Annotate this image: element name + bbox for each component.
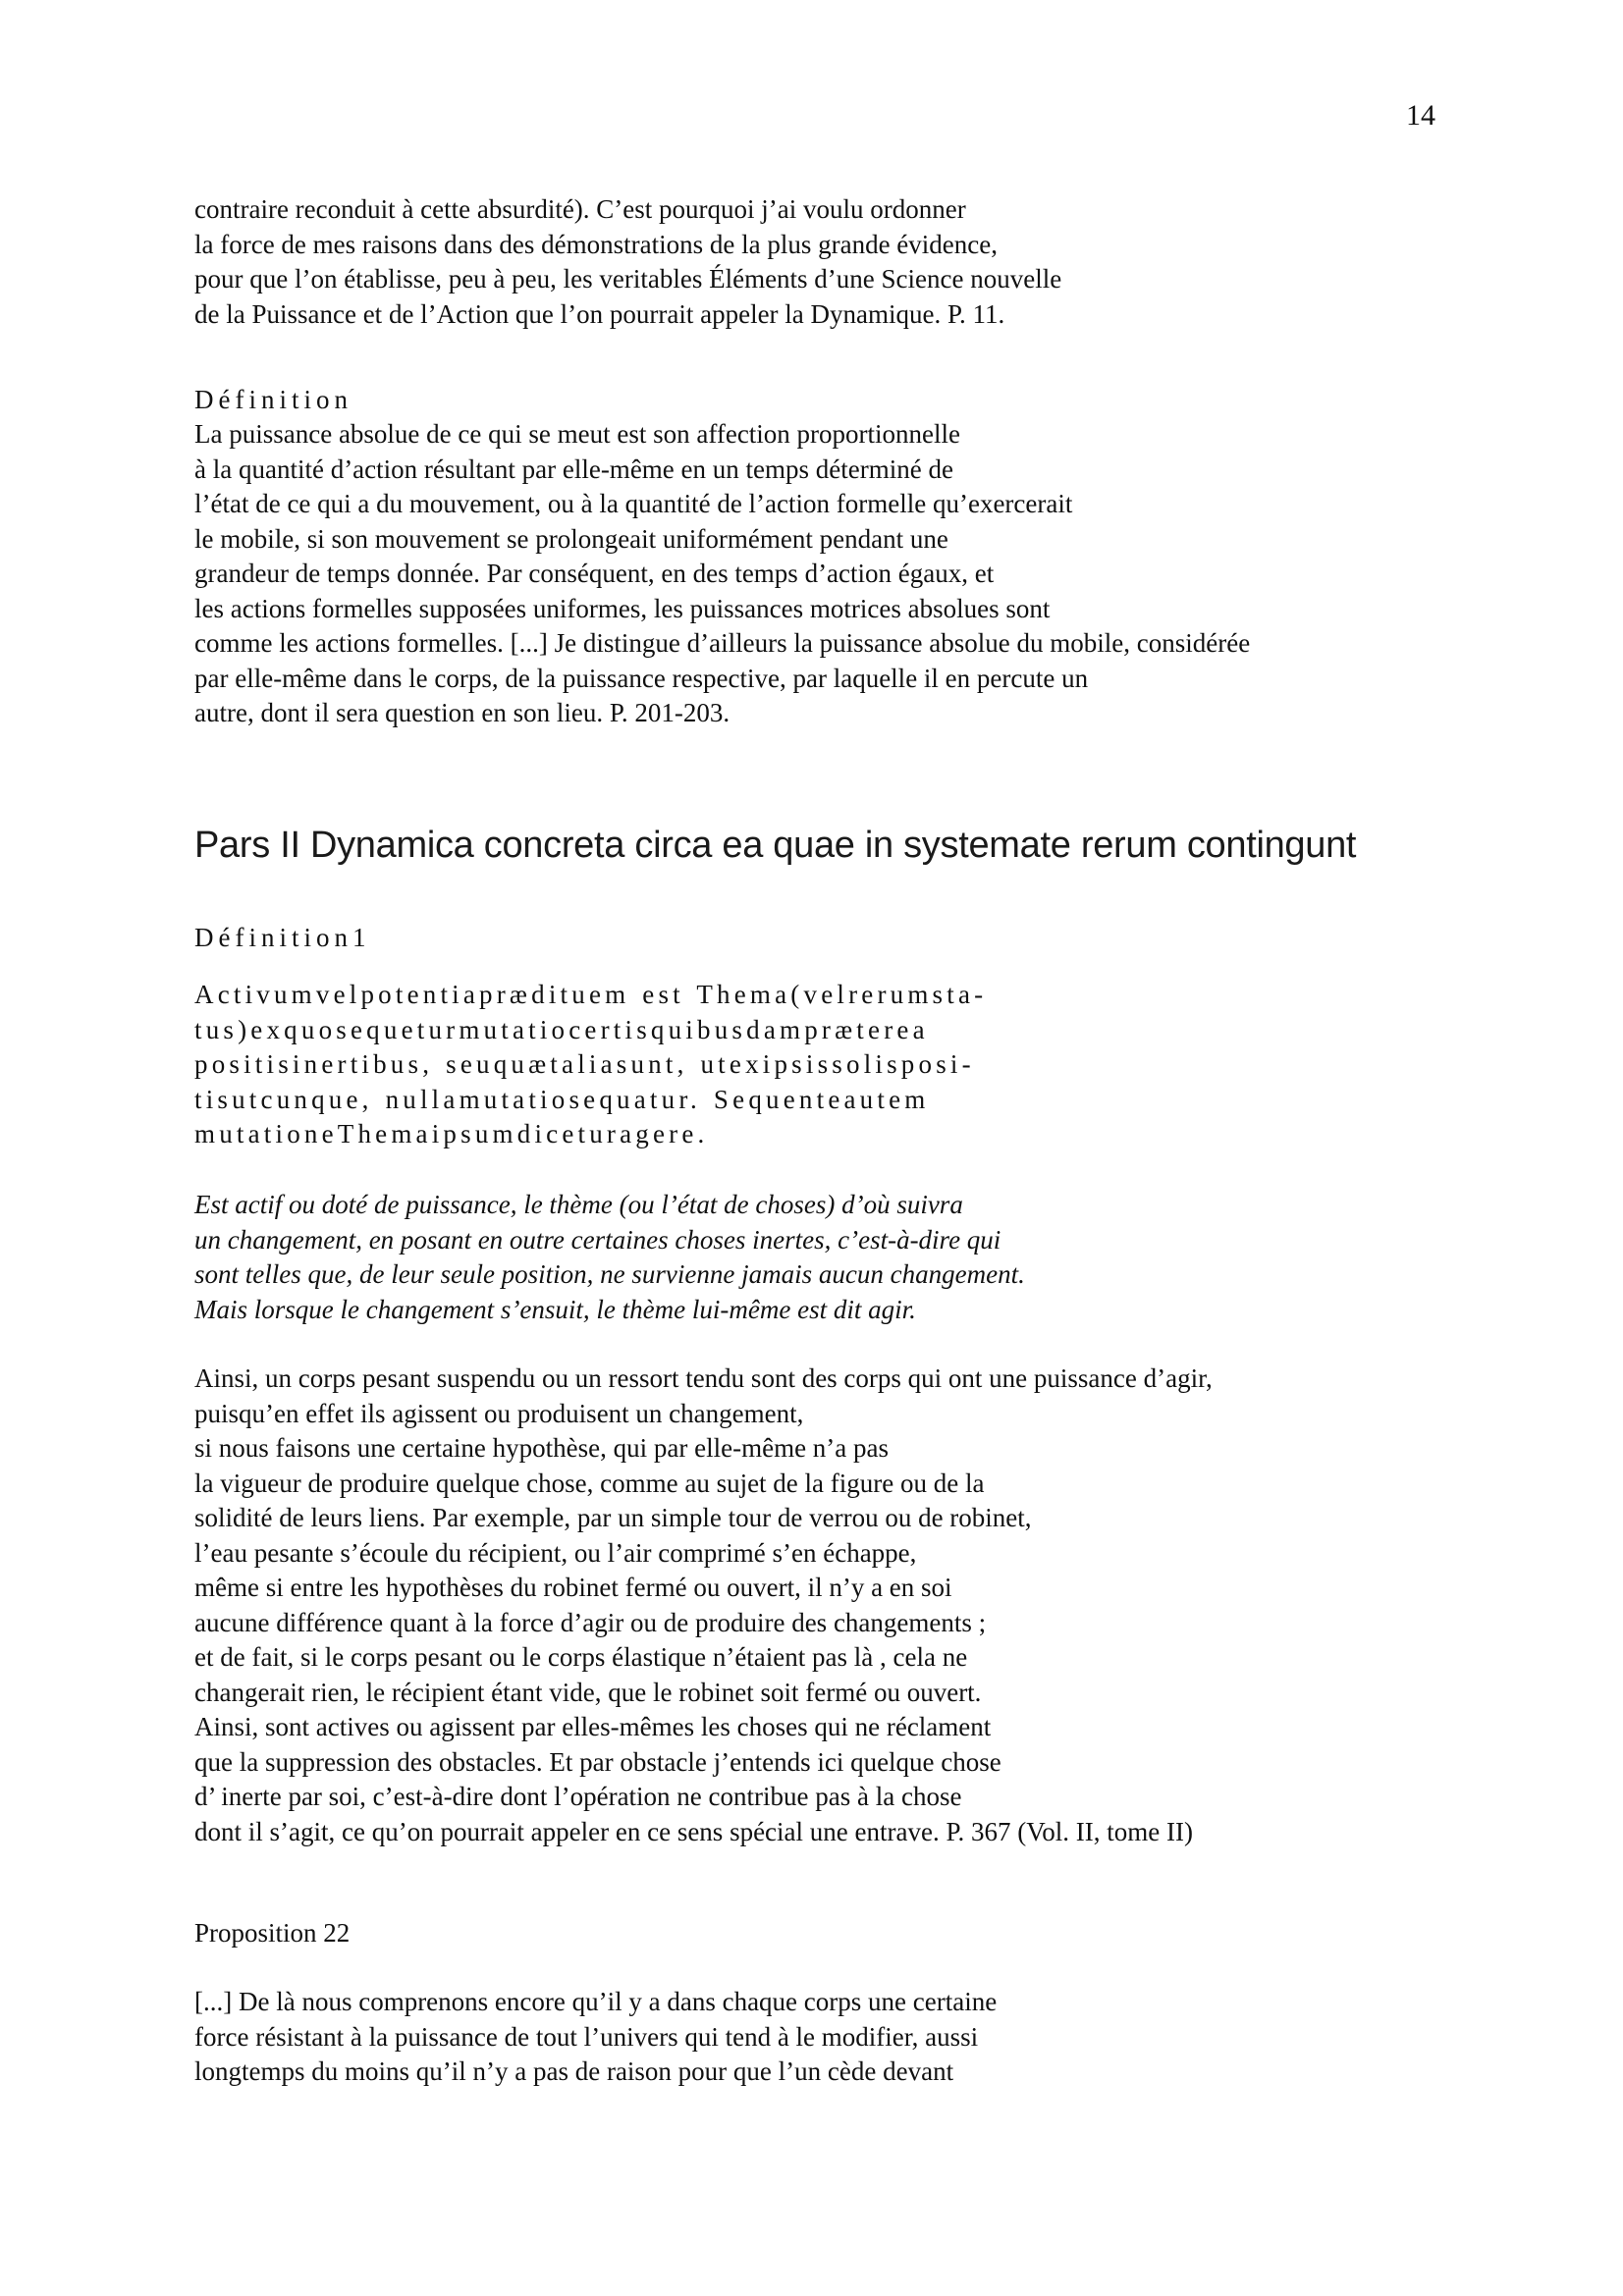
text-line: de la Puissance et de l’Action que l’on pourrait appeler la Dynamique. P. 11. (194, 298, 1005, 329)
intro-paragraph (194, 192, 1500, 332)
text-line: force résistant à la puissance de tout l’univers qui tend à le modifier, aussi (194, 2021, 979, 2052)
definition-paragraph (194, 417, 1500, 731)
text-line: tisutcunque, nullamutatiosequatur. Sequenteautem (194, 1084, 930, 1114)
text-line: grandeur de temps donnée. Par conséquent, en des temps d’action égaux, et (194, 559, 995, 588)
text-line: longtemps du moins qu’il n’y a pas de raison pour que l’un cède devant (194, 2056, 954, 2086)
text-line: tus)exquosequeturmutatiocertisquibusdampræterea (194, 1014, 929, 1044)
text-line: Ainsi, un corps pesant suspendu ou un ressort tendu sont des corps qui ont une puissance d’agir, (194, 1363, 1213, 1393)
text-line: l’eau pesante s’écoule du récipient, ou l’air comprimé s’en échappe, (194, 1537, 917, 1568)
italic-paragraph (194, 1188, 1500, 1327)
text-line: comme les actions formelles. [...] Je distingue d’ailleurs la puissance absolue du mobile, considérée (194, 628, 1251, 658)
section-title: Pars II Dynamica concreta circa ea quae in systemate rerum contingunt (194, 825, 1357, 866)
proposition-heading: Proposition 22 (194, 1918, 351, 1948)
text-line: aucune différence quant à la force d’agir ou de produire des changements ; (194, 1607, 987, 1637)
text-line: pour que l’on établisse, peu à peu, les veritables Éléments d’une Science nouvelle (194, 264, 1062, 294)
text-line: par elle-même dans le corps, de la puissance respective, par laquelle il en percute un (194, 663, 1089, 693)
text-line: dont il s’agit, ce qu’on pourrait appeler en ce sens spécial une entrave. P. 367 (Vol. II, tome II) (194, 1816, 1193, 1846)
text-line: la force de mes raisons dans des démonstrations de la plus grande évidence, (194, 229, 998, 259)
definition1-heading: Définition1 (194, 923, 371, 952)
definition-heading: Définition (194, 385, 352, 414)
text-line: positisinertibus, seuquætaliasunt, utexipsissolisposi- (194, 1049, 975, 1079)
page-number: 14 (1406, 99, 1435, 132)
text-line: que la suppression des obstacles. Et par obstacle j’entends ici quelque chose (194, 1746, 1001, 1777)
text-line: puisqu’en effet ils agissent ou produisent un changement, (194, 1398, 804, 1428)
ainsi-paragraph (194, 1362, 1500, 1849)
text-line: autre, dont il sera question en son lieu. P. 201-203. (194, 698, 730, 727)
text-line: Ainsi, sont actives ou agissent par elles-mêmes les choses qui ne réclament (194, 1712, 992, 1741)
text-line: les actions formelles supposées uniformes, les puissances motrices absolues sont (194, 593, 1051, 623)
text-line: changerait rien, le récipient étant vide, que le robinet soit fermé ou ouvert. (194, 1677, 982, 1707)
text-line: Mais lorsque le changement s’ensuit, le thème lui-même est dit agir. (194, 1294, 916, 1324)
proposition-paragraph (194, 1985, 1500, 2090)
text-line: mutationeThemaipsumdiceturagere. (194, 1119, 709, 1148)
text-line: La puissance absolue de ce qui se meut est son affection proportionnelle (194, 419, 961, 449)
text-line: la vigueur de produire quelque chose, comme au sujet de la figure ou de la (194, 1468, 985, 1498)
text-line: d’ inerte par soi, c’est-à-dire dont l’opération ne contribue pas à la chose (194, 1782, 962, 1811)
text-line: contraire reconduit à cette absurdité). C’est pourquoi j’ai voulu ordonner (194, 194, 966, 224)
text-line: à la quantité d’action résultant par elle-même en un temps déterminé de (194, 454, 953, 484)
text-line: le mobile, si son mouvement se prolongeait uniformément pendant une (194, 523, 948, 554)
text-line: Est actif ou doté de puissance, le thème (ou l’état de choses) d’où suivra (194, 1190, 963, 1219)
text-line: sont telles que, de leur seule position, ne survienne jamais aucun changement. (194, 1259, 1025, 1289)
latin-paragraph (194, 978, 1500, 1152)
text-line: même si entre les hypothèses du robinet fermé ou ouvert, il n’y a en soi (194, 1573, 952, 1602)
text-line: si nous faisons une certaine hypothèse, qui par elle-même n’a pas (194, 1433, 890, 1463)
text-line: l’état de ce qui a du mouvement, ou à la quantité de l’action formelle qu’exercerait (194, 489, 1073, 518)
text-line: solidité de leurs liens. Par exemple, par un simple tour de verrou ou de robinet, (194, 1503, 1032, 1532)
text-line: un changement, en posant en outre certaines choses inertes, c’est-à-dire qui (194, 1224, 1001, 1255)
text-line: Activumvelpotentiaprædituem est Thema(velrerumsta- (194, 980, 988, 1009)
text-line: et de fait, si le corps pesant ou le corps élastique n’étaient pas là , cela ne (194, 1642, 968, 1672)
text-line: [...] De là nous comprenons encore qu’il y a dans chaque corps une certaine (194, 1987, 998, 2016)
